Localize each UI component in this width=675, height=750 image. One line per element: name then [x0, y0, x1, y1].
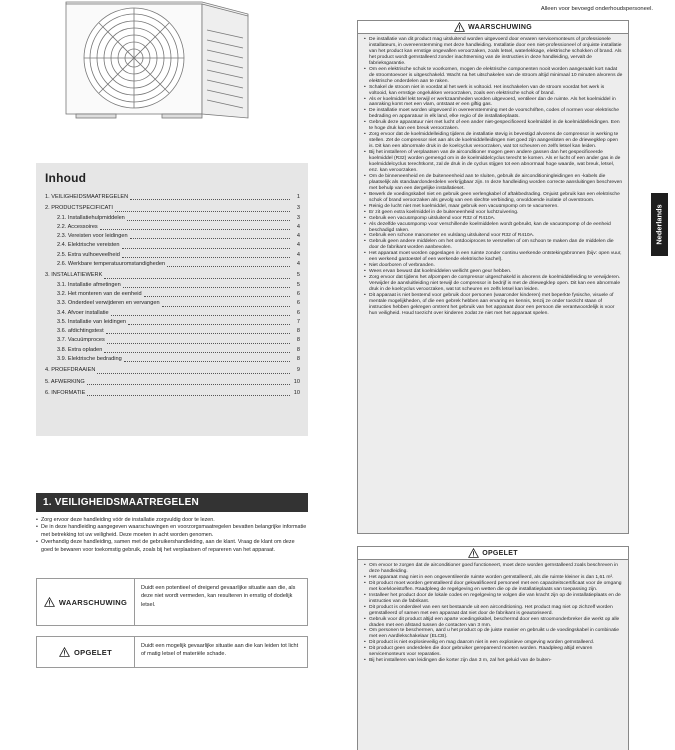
toc-dot-leader: [100, 229, 290, 230]
toc-entry[interactable]: [45, 378, 300, 387]
language-tab-label: Nederlands: [655, 204, 665, 245]
toc-entry-page: 9: [296, 367, 300, 374]
warning-legend: [36, 578, 308, 626]
toc-entry[interactable]: [45, 366, 300, 375]
caution-bullet: • Het apparaat mag niet in een ongeventileerde ruimte worden geïnstalleerd, als die ruimte kleiner is dan 1,61 m².: [364, 575, 623, 581]
toc-entry[interactable]: [45, 318, 300, 327]
warning-bullet: • Gebruik deze apparatuur niet met lucht of een ander niet-gespecificeerd koelmiddel in de koelmiddelleidingen. Een te hoge druk kan een breuk veroorzaken.: [364, 120, 623, 132]
toc-entry-page: 4: [296, 242, 300, 249]
warning-bullet: • Wees ervan bewust dat koelmiddelen wellicht geen geur hebben.: [364, 269, 623, 275]
caution-box-body: [358, 560, 628, 750]
warning-bullet: • Schakel de stroom niet in voordat al het werk is voltooid. Het inschakelen van de stroom voordat het werk is voltooid, kan ernstige ongelukken veroorzaken, zoals een elektrische schok of brand.: [364, 85, 623, 97]
toc-entry-label: 2.2. Accessoires: [57, 223, 98, 230]
toc-dot-leader: [162, 306, 290, 307]
toc-entry-page: 8: [296, 346, 300, 353]
toc-entry-label: 6. INFORMATIE: [45, 389, 86, 396]
caution-box-header: [358, 547, 628, 560]
toc-entry-label: 3.3. Onderdeel verwijderen en vervangen: [57, 300, 160, 307]
caution-bullet: • Om personen te beschermen, aard u het product op de juiste manier en gebruikt u de voedingskabel in combinatie met een Aardlekschakelaar (ELCB).: [364, 628, 623, 640]
toc-entry-page: 10: [293, 389, 300, 396]
toc-title: Inhoud: [45, 171, 87, 185]
toc-entry[interactable]: [45, 271, 300, 280]
warning-bullet: • De installatie van dit product mag uitsluitend worden uitgevoerd door ervaren servicemonteurs of professionele installateurs, in overeenstemming met deze handleiding. Installatie door een niet-professioneel of onjuiste installatie van het product kan ernstige ongevallen veroorzaken, zoals letsel, waterlekkage, elektrische schokken of brand. Als het product wordt geïnstalleerd zonder inachtneming van de instructies in deze handleiding, vervalt de fabrieksgarantie.: [364, 37, 623, 67]
intro-bullets: [36, 517, 308, 554]
toc-dot-leader: [144, 296, 290, 297]
warning-triangle-icon: [44, 597, 55, 607]
toc-dot-leader: [130, 199, 290, 200]
caution-legend: [36, 636, 308, 668]
warning-bullet: • Het apparaat moet worden opgeslagen in een ruimte zonder continu werkende ontstekingsbronnen (bijv: open vuur, een werkend gastoestel of een werkende elektrische kachel).: [364, 251, 623, 263]
warning-legend-text: Duidt een potentieel of dreigend gevaarlijke situatie aan die, als deze niet wordt vermeden, kan resulteren in ernstig of dodelijk letsel.: [141, 585, 296, 608]
toc-entry[interactable]: [45, 232, 300, 241]
toc-entry-label: 3.2. Het monteren van de eenheid: [57, 290, 142, 297]
language-tab: [651, 193, 668, 256]
warning-box-header: [358, 21, 628, 34]
toc-entry[interactable]: [45, 193, 300, 202]
toc-dot-leader: [167, 266, 290, 267]
toc-entry-page: 4: [296, 233, 300, 240]
toc-dot-leader: [97, 373, 290, 374]
authorized-personnel-note: Alleen voor bevoegd onderhoudspersoneel.: [540, 6, 653, 12]
toc-entry-label: 2.6. Werkbare temperatuuromstandigheden: [57, 261, 166, 268]
warning-box-body: [358, 34, 628, 533]
toc-dot-leader: [123, 287, 290, 288]
intro-bullet: • Overhandig deze handleiding, samen met de gebruikershandleiding, aan de klant. Vraag de klant om deze goed te bewaren voor toekomstig gebruik, zoals bij het verplaatsen of repareren van het apparaat.: [36, 539, 308, 554]
toc-entry-label: 1. VEILIGHEIDSMAATREGELEN: [45, 194, 129, 200]
toc-entry[interactable]: [45, 204, 300, 213]
toc-dot-leader: [106, 333, 290, 334]
toc-entry-page: 4: [296, 261, 300, 268]
warning-bullet: • Reinig de lucht niet met koelmiddel, maar gebruik een vacuümpomp om te vacumeren.: [364, 204, 623, 210]
toc-entry-label: 3.4. Afvoer installatie: [57, 309, 109, 316]
toc-entry-label: 3.1. Installatie afmetingen: [57, 281, 121, 288]
toc-entry-page: 8: [296, 356, 300, 363]
warning-box: [357, 20, 629, 534]
warning-bullet: • Bewerk de voedingskabel niet en gebruik geen verlengkabel of aftakbedrading. Onjuist gebruik kan een elektrische schok of brand veroorzaken als gevolg van een slechte verbinding, onvoldoende isolatie of overstroom.: [364, 192, 623, 204]
toc-entry-label: 3.6. afdichtingstest: [57, 328, 104, 335]
caution-bullet: • Om ervoor te zorgen dat de airconditioner goed functioneert, moet deze worden geïnstalleerd zoals beschreven in deze handleiding.: [364, 563, 623, 575]
warning-legend-label-text: WAARSCHUWING: [58, 597, 128, 607]
toc-entry[interactable]: [45, 241, 300, 250]
toc-dot-leader: [104, 352, 290, 353]
toc-entry-page: 8: [296, 328, 300, 335]
warning-bullet: • Als er koelmiddel lekt terwijl er werkzaamheden worden uitgevoerd, ventileer dan de ruimte. Als het koelmiddel in aanraking komt met een vlam, ontstaat er een giftig gas.: [364, 97, 623, 109]
outdoor-unit-illustration: [62, 0, 252, 120]
warning-bullet: • Er zit geen extra koelmiddel in de buiteneenheid voor luchtzuivering.: [364, 210, 623, 216]
toc-entry[interactable]: [45, 336, 300, 345]
warning-legend-label: [37, 579, 135, 625]
toc-dot-leader: [122, 248, 291, 249]
warning-bullet: • Om een elektrische schok te voorkomen, mogen de elektrische componenten nooit worden aangeraakt kort nadat de stroomtoevoer is uitgeschakeld. Wacht na het uitschakelen van de stroom altijd minimaal 10 minuten alvorens de elektrische onderdelen aan te raken.: [364, 67, 623, 85]
toc-entry-label: 3.9. Elektrische bedrading: [57, 356, 122, 363]
caution-bullet: • Bij het installeren van leidingen die korter zijn dan 3 m, zal het geluid van de buiten-: [364, 658, 623, 664]
caution-bullet: • Gebruik voor dit product altijd een aparte voedingskabel, beschermd door een stroomonderbreker die werkt op alle draden met een afstand tussen de contacten van 3 mm.: [364, 617, 623, 629]
warning-bullet: • Zorg ervoor dat de koelmiddelleiding tijdens de installatie stevig is bevestigd alvorens de compressor in werking te stellen. Zet de compressor niet aan als de koelmiddelleidingen niet goed zijn aangesloten en de driewegklep open is. Dit kan een abnormale druk in de koelcyclus veroorzaken, wat tot scheuren en zelfs letsel kan leiden.: [364, 132, 623, 150]
warning-bullet: • De installatie moet worden uitgevoerd in overeenstemming met de voorschriften, codes of normen voor elektrische bedrading en apparatuur in elk land, elke regio of de installatieplaats.: [364, 108, 623, 120]
toc-entry[interactable]: [45, 299, 300, 308]
toc-entry-label: 3.7. Vacuümproces: [57, 337, 105, 344]
toc-entry[interactable]: [45, 223, 300, 232]
toc-entry[interactable]: [45, 290, 300, 299]
toc-entry-label: 2.5. Extra vulhoeveelheid: [57, 251, 120, 258]
warning-bullet: • Niet doorboren of verbranden.: [364, 263, 623, 269]
toc-entry[interactable]: [45, 260, 300, 269]
warning-bullet: • Om de binneneenheid en de buiteneenheid aan te sluiten, gebruik de airconditioningleidingen en -kabels die plaatselijk als standaardonderdelen verkrijgbaar zijn. In deze handleiding worden correcte aansluitingen beschreven met behulp van een dergelijke installatieset.: [364, 174, 623, 192]
toc-entry-page: 6: [296, 290, 300, 297]
toc-entry[interactable]: [45, 251, 300, 260]
toc-dot-leader: [130, 238, 290, 239]
caution-bullet: • Dit product geen onderdelen die door gebruiker gerepareerd moeten worden. Raadpleeg altijd ervaren servicemonteurs voor reparaties.: [364, 646, 623, 658]
warning-bullet: • Dit apparaat is niet bestemd voor gebruik door personen (waaronder kinderen) met beperkte fysische, visuele of mentale mogelijkheden, of die een gebrek hebben aan ervaring en kennis, tenzij ze onder toezicht staan of instructies hebben gekregen omtrent het gebruik van het apparaat door een persoon die verantwoordelijk is voor hun veiligheid. Houd toezicht over kinderen zodat ze niet met het apparaat spelen.: [364, 293, 623, 317]
warning-bullet: • Gebruik een schone manometer en vulslang uitsluitend voor R32 of R410A.: [364, 233, 623, 239]
toc-entry-page: 5: [296, 281, 300, 288]
caution-bullet: • Dit product is niet explosieveilig en mag daarom niet in een explosieve omgeving worden geïnstalleerd.: [364, 640, 623, 646]
caution-box-title: OPGELET: [482, 549, 518, 557]
toc-entry-page: 6: [296, 300, 300, 307]
caution-legend-text: Duidt een mogelijk gevaarlijke situatie aan die kan leiden tot licht of matig letsel of materiële schade.: [141, 643, 299, 658]
toc-dot-leader: [127, 220, 290, 221]
toc-entry[interactable]: [45, 327, 300, 336]
toc-dot-leader: [128, 324, 290, 325]
warning-bullet: • Bij het installeren of verplaatsen van de airconditioner mogen geen andere gassen dan het gespecificeerde koelmiddel (R32) worden gemengd om in de koelmiddelcyclus terecht te komen. Als er lucht of een ander gas in de koelmiddelcyclus terechtkomt, zal de druk in de cyclus stijgen tot een abnormaal hoge waarde, wat breuk, letsel, enz. kan veroorzaken.: [364, 150, 623, 174]
warning-bullet: • Gebruik geen andere middelen om het ontdooiproces te versnellen of om schoon te maken dan de middelen die door de fabrikant worden aanbevolen.: [364, 239, 623, 251]
table-of-contents: [36, 163, 308, 436]
toc-entry[interactable]: [45, 346, 300, 355]
caution-bullet: • Dit product is onderdeel van een set bestaande uit een airconditioning. Het product mag niet op zichzelf worden geïnstalleerd of samen met een apparaat dat niet door de fabrikant is geautoriseerd.: [364, 605, 623, 617]
toc-entry[interactable]: [45, 355, 300, 364]
toc-dot-leader: [87, 384, 290, 385]
toc-entry-page: 7: [296, 318, 300, 325]
caution-bullet: • Installeer het product door de lokale codes en regelgeving te volgen die van kracht zijn op de installatieplaats en de instructies van de fabrikant.: [364, 593, 623, 605]
caution-legend-label-text: OPGELET: [74, 647, 112, 657]
toc-dot-leader: [87, 395, 290, 396]
toc-entry-page: 1: [296, 194, 300, 200]
warning-bullet: • Gebruik een vacuümpomp uitsluitend voor R32 of R410A.: [364, 216, 623, 222]
toc-entry-label: 3.5. Installatie van leidingen: [57, 318, 127, 325]
toc-entry-label: 2.3. Vereisten voor leidingen: [57, 233, 128, 240]
toc-dot-leader: [115, 211, 290, 212]
warning-bullet: • Als dezelfde vacuümpomp voor verschillende koelmiddelen wordt gebruikt, kan de vacuümpomp of de eenheid beschadigd raken.: [364, 222, 623, 234]
toc-entry-label: 2.4. Elektrische vereisten: [57, 242, 120, 249]
caution-legend-label: [37, 637, 135, 667]
warning-bullets: [364, 37, 623, 317]
caution-bullet: • Dit product moet worden geïnstalleerd door gekwalificeerd personeel met een capaciteitscertificaat voor de omgang met koelvloeistoffen. Raadpleeg de regelgeving en wetten die op de installatieplaats van toepassing zijn.: [364, 581, 623, 593]
toc-entry[interactable]: [45, 214, 300, 223]
toc-list: [45, 193, 300, 398]
warning-triangle-icon: [468, 548, 479, 558]
warning-triangle-icon: [59, 647, 70, 657]
toc-entry-page: 8: [296, 337, 300, 344]
toc-dot-leader: [122, 257, 290, 258]
intro-bullet: • Zorg ervoor deze handleiding vóór de installatie zorgvuldig door te lezen.: [36, 517, 308, 524]
toc-entry-page: 6: [296, 309, 300, 316]
toc-entry-label: 2. PRODUCTSPECIFICATI: [45, 205, 113, 212]
toc-entry-label: 2.1. Installatiehulpmiddelen: [57, 214, 125, 221]
caution-box: [357, 546, 629, 750]
warning-bullet: • Zorg ervoor dat tijdens het afpompen de compressor uitgeschakeld is alvorens de koelmiddelleiding te verwijderen. Verwijder de aansluitleiding niet terwijl de compressor in bedrijf is met de driewegklep open. Dit kan een abnormale druk in de koelcyclus veroorzaken, wat tot scheuren en zelfs letsel kan leiden.: [364, 275, 623, 293]
toc-entry[interactable]: [45, 389, 300, 398]
warning-triangle-icon: [454, 22, 465, 32]
intro-bullet: • De in deze handleiding aangegeven waarschuwingen en voorzorgsmaatregelen bevatten belangrijke informatie met betrekking tot uw veiligheid. Deze moeten in acht worden genomen.: [36, 524, 308, 539]
caution-bullets: [364, 563, 623, 664]
toc-entry-label: 3. INSTALLATIEWERK: [45, 272, 103, 279]
toc-dot-leader: [107, 343, 290, 344]
toc-entry[interactable]: [45, 309, 300, 318]
warning-box-title: WAARSCHUWING: [468, 23, 532, 31]
toc-entry-label: 3.8. Extra opladen: [57, 346, 103, 353]
section-heading: 1. VEILIGHEIDSMAATREGELEN: [36, 493, 308, 512]
toc-entry-label: 5. AFWERKING: [45, 378, 85, 385]
toc-entry-page: 3: [296, 205, 300, 212]
toc-entry-page: 4: [296, 251, 300, 258]
toc-entry-page: 5: [296, 272, 300, 279]
toc-entry-page: 3: [296, 214, 300, 221]
toc-entry-page: 10: [293, 378, 300, 385]
toc-entry[interactable]: [45, 281, 300, 290]
toc-dot-leader: [111, 315, 290, 316]
toc-entry-label: 4. PROEFDRAAIEN: [45, 367, 96, 374]
toc-dot-leader: [124, 361, 290, 362]
toc-dot-leader: [104, 278, 290, 279]
toc-entry-page: 4: [296, 223, 300, 230]
